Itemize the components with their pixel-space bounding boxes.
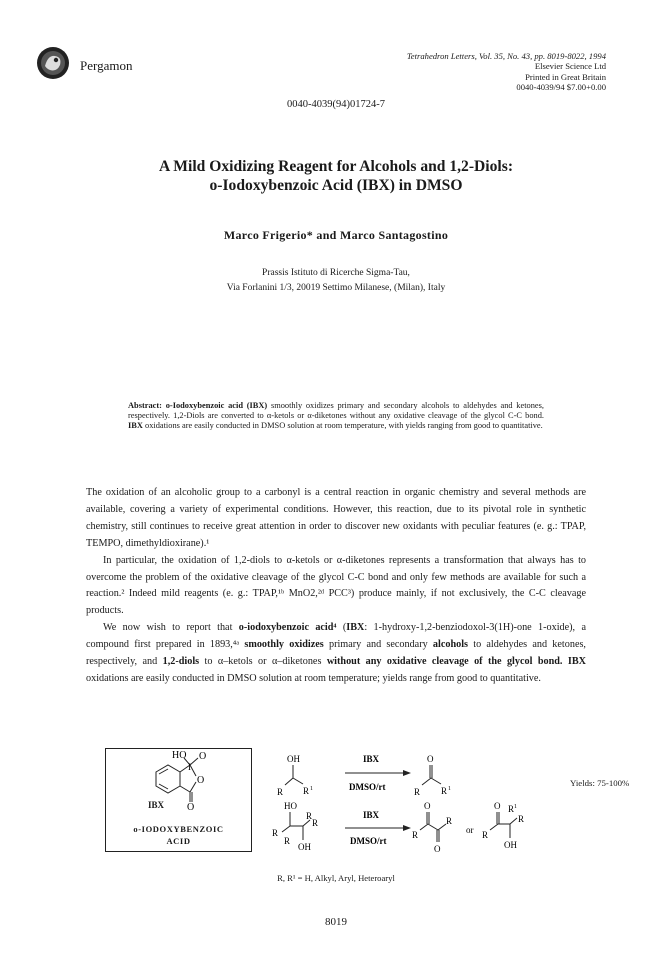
affiliation-line: Via Forlanini 1/3, 20019 Settimo Milanese, (Milan), Italy [226,283,446,293]
bold-run: IBX [567,656,587,668]
title-line: A Mild Oxidizing Reagent for Alcohols and 1,2-Diols: [158,158,514,175]
paragraph: The oxidation of an alcoholic group to a carbonyl is a central reaction in organic chemistry and several methods are available, covering a variety of experimental conditions. However, this reaction, due to its pivotal role in synthetic chemistry, still continues to receive great attention in order to discover new oxidants with peculiar features (e. g.: TPAP, TEMPO, dimethyldioxirane).¹ [86,487,586,549]
atom-label: R [508,804,515,814]
journal-citation [306,51,606,93]
superscript: 1 [310,786,313,792]
abstract-bold-name: o-Iodoxybenzoic acid (IBX) [165,401,268,410]
atom-label: OH [287,754,300,764]
paper-title [60,157,612,195]
ibx-structure-diagram [106,750,250,810]
abstract-bold-ibx: IBX [128,421,143,431]
atom-label: R [272,828,279,838]
affiliation [0,266,672,296]
authors: Marco Frigerio* and Marco Santagostino [223,228,449,242]
or-label: or [466,825,474,835]
superscript: 1 [448,786,451,792]
text-run: to α–ketols or α–diketones [199,656,327,668]
abstract-text: smoothly oxidizes primary and secondary alcohols to aldehydes and ketones, respectively. 1,2-Diols are converted to α-ketols or α-diketones without any oxidative cleavage of the glycol C-C bond. [128,401,544,421]
superscript: 1 [514,804,517,810]
ibx-full-name [106,823,251,847]
bold-run: 1,2-diols [162,656,200,668]
atom-label: R [482,830,489,840]
atom-label: O [187,802,195,810]
paragraph: In particular, the oxidation of 1,2-diols to α-ketols or α-diketones represents a transformation that always has to overcome the problem of the oxidative cleavage of the glycol C-C bond and only few methods are available for such a reaction.² Indeed mild reagents (e. g.: TPAP,¹ᵇ MnO2,²ᵈ PCC³) produce mainly, if not exclusively, the C-C cleavage products. [86,554,586,617]
page-number: 8019 [325,916,347,928]
bold-run: alcohols [432,639,469,651]
atom-label: R [441,786,448,796]
journal-line: Printed in Great Britain [525,71,606,82]
atom-label: HO [172,750,187,761]
atom-label: HO [284,801,297,811]
abstract-label: Abstract: [128,401,162,410]
title-line: o-Iodoxybenzoic Acid (IBX) in DMSO [209,177,463,194]
atom-label: O [197,775,205,786]
bold-run: smoothly oxidizes [244,639,324,651]
journal-line: 0040-4039/94 $7.00+0.00 [516,82,606,93]
reagent-label: IBX [363,754,380,764]
text-run: primary and secondary [323,639,433,651]
atom-label: R [284,836,291,846]
paragraph [86,620,586,688]
atom-label: R [312,818,319,828]
text-run: oxidations are easily conducted in DMSO solution at room temperature; yields range from good to quantitative. [86,672,541,684]
atom-label: O [494,801,501,811]
atom-label: R [303,786,310,796]
ibx-label: IBX [148,800,165,810]
journal-line: Tetrahedron Letters, Vol. 35, No. 43, pp. 8019-8022, 1994 [406,51,606,61]
atom-label: R [518,814,525,824]
yields-note: Yields: 75-100% [570,778,630,788]
atom-label: OH [298,842,311,852]
atom-label: R [414,787,421,797]
atom-label: R [446,816,453,826]
pergamon-logo-icon [36,46,70,80]
abstract [128,401,544,432]
atom-label: R [306,811,313,821]
substituent-definition: R, R¹ = H, Alkyl, Aryl, Heteroaryl [277,873,395,883]
atom-label: R [412,830,419,840]
affiliation-line: Prassis Istituto di Ricerche Sigma-Tau, [262,268,410,278]
ibx-name-line: o-IODOXYBENZOIC [133,824,224,834]
atom-label: R [277,787,284,797]
doi: 0040-4039(94)01724-7 [287,99,385,110]
atom-label: O [199,751,207,762]
atom-label: O [434,844,441,854]
text-run: ( [336,622,347,634]
atom-label: O [427,754,434,764]
bold-run: IBX [346,622,365,634]
publisher-name: Pergamon [80,58,133,73]
text-run: : 1-hydroxy-1,2-benziodoxol-3(1H)-one 1-oxide), a compound first prepared in 1893,⁴ᵃ [86,622,586,651]
diol-oxidation-scheme [270,800,570,860]
bold-run: without any oxidative cleavage of the glycol bond. [326,656,563,668]
bold-run: o-iodoxybenzoic acid⁴ [238,622,337,634]
journal-line: Elsevier Science Ltd [534,61,606,72]
text-run: to aldehydes and ketones, respectively, and [86,639,586,668]
reagent-label: IBX [363,810,380,820]
atom-label: I [188,762,191,772]
solvent-label: DMSO/rt [349,782,386,792]
ibx-name-line: ACID [166,836,191,846]
alcohol-oxidation-scheme [275,752,475,802]
text-run: We now wish to report that [103,622,239,634]
body-text [86,485,586,688]
abstract-text: oxidations are easily conducted in DMSO solution at room temperature, with yields ranging from good to quantitative. [142,421,543,431]
solvent-label: DMSO/rt [350,836,387,846]
atom-label: O [424,801,431,811]
atom-label: OH [504,840,517,850]
